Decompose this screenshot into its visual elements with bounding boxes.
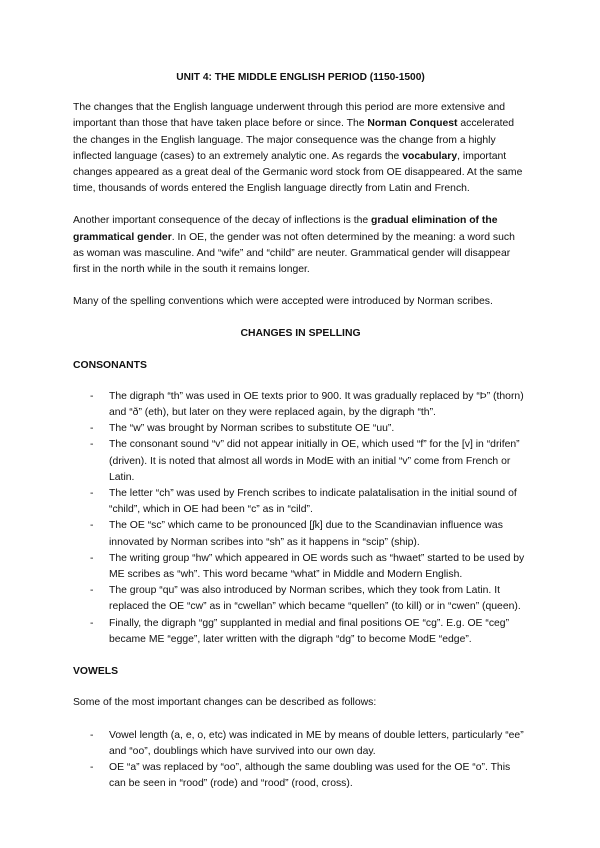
bullet-dash: -	[90, 520, 94, 532]
intro-paragraph-3: Many of the spelling conventions which were accepted were introduced by Norman scribes.	[73, 296, 493, 308]
document-page	[73, 70, 528, 808]
list-item-text: Finally, the digraph “gg” supplanted in medial and final positions OE “cg”. E.g. OE “ceg” became ME “egge”, later written with the digraph “dg” to become ModE “edge”.	[109, 617, 510, 645]
intro-paragraph-1	[73, 100, 528, 197]
list-item-text: The consonant sound “v” did not appear initially in OE, which used “f” for the [v] in “drifen” (driven). It is noted that almost all words in ModE with an initial “v” come from French or Latin.	[109, 439, 520, 483]
section-heading-vowels: VOWELS	[73, 666, 119, 678]
bold-term-grammatical-gender: gradual elimination of the grammatical gender	[73, 215, 498, 243]
section-heading-consonants: CONSONANTS	[73, 359, 147, 371]
list-item-text: The group “qu” was also introduced by Norman scribes, which they took from Latin. It replaced the OE “cw” as in “cwellan” which became “quellen” (to kill) or in “cwen” (queen).	[109, 585, 521, 613]
bullet-dash: -	[90, 390, 94, 402]
bullet-dash: -	[90, 488, 94, 500]
list-item	[73, 389, 528, 421]
list-item-text: Vowel length (a, e, o, etc) was indicated in ME by means of double letters, particularly “ee” and “oo”, doublings which have survived into our own day.	[109, 729, 524, 757]
list-item	[73, 616, 528, 648]
bullet-dash: -	[90, 761, 94, 773]
bullet-dash: -	[90, 423, 94, 435]
list-item-text: OE “a” was replaced by “oo”, although the same doubling was used for the OE “o”. This can be seen in “rood” (rode) and “rood” (rood, cross).	[109, 761, 511, 790]
list-item	[73, 437, 528, 486]
list-item	[73, 518, 528, 550]
bold-term-vocabulary: vocabulary	[402, 150, 458, 162]
vowels-intro: Some of the most important changes can be described as follows:	[73, 697, 377, 709]
intro-paragraph-2	[73, 213, 528, 278]
list-item	[73, 421, 528, 437]
page-title: UNIT 4: THE MIDDLE ENGLISH PERIOD (1150-1500)	[176, 72, 425, 83]
consonants-list	[73, 389, 528, 648]
list-item	[73, 728, 528, 760]
bullet-dash: -	[90, 729, 94, 741]
list-item-text: The writing group “hw” which appeared in OE words such as “hwaet” started to be used by ME scribes as “wh”. This word became “what” in Middle and Modern English.	[109, 552, 525, 581]
bold-term-norman-conquest: Norman Conquest	[367, 118, 458, 130]
list-item-text: The letter “ch” was used by French scribes to indicate palatalisation in the initial sound of “child”, which in OE had been “c” as in “cild”.	[109, 488, 517, 516]
bullet-dash: -	[90, 439, 94, 451]
list-item	[73, 583, 528, 615]
bullet-dash: -	[90, 552, 94, 564]
bullet-dash: -	[90, 585, 94, 597]
list-item	[73, 551, 528, 583]
text-run: The changes that the English language underwent through this period are more extensive and important than those that have taken place before or since. The	[73, 102, 506, 130]
bullet-dash: -	[90, 617, 94, 629]
list-item-text: The OE “sc” which came to be pronounced [ʃk] due to the Scandinavian influence was innovated by Norman scribes into “sh” as it happens in “scip” (ship).	[109, 520, 503, 548]
text-run: , important changes appeared as a great deal of the Germanic word stock from OE disappeared. At the same time, thousands of words entered the English language directly from Latin and French.	[73, 150, 523, 195]
vowels-list	[73, 728, 528, 793]
list-item	[73, 760, 528, 792]
list-item-text: The “w” was brought by Norman scribes to substitute OE “uu”.	[109, 423, 395, 435]
text-run: . In OE, the gender was not often determined by the meaning: a word such as woman was masculine. And “wife” and “child” are neuter. Grammatical gender will disappear first in the north while in the south it remains longer.	[73, 231, 515, 276]
text-run: Another important consequence of the decay of inflections is the	[73, 215, 372, 227]
text-run: accelerated the changes in the English language. The major consequence was the change from a highly inflected language (cases) to an extremely analytic one. As regards the	[73, 118, 515, 162]
section-heading-spelling: CHANGES IN SPELLING	[240, 328, 361, 340]
list-item-text: The digraph “th” was used in OE texts prior to 900. It was gradually replaced by “Þ” (thorn) and “ð” (eth), but later on they were replaced again, by the digraph “th”.	[109, 390, 524, 419]
list-item	[73, 486, 528, 518]
